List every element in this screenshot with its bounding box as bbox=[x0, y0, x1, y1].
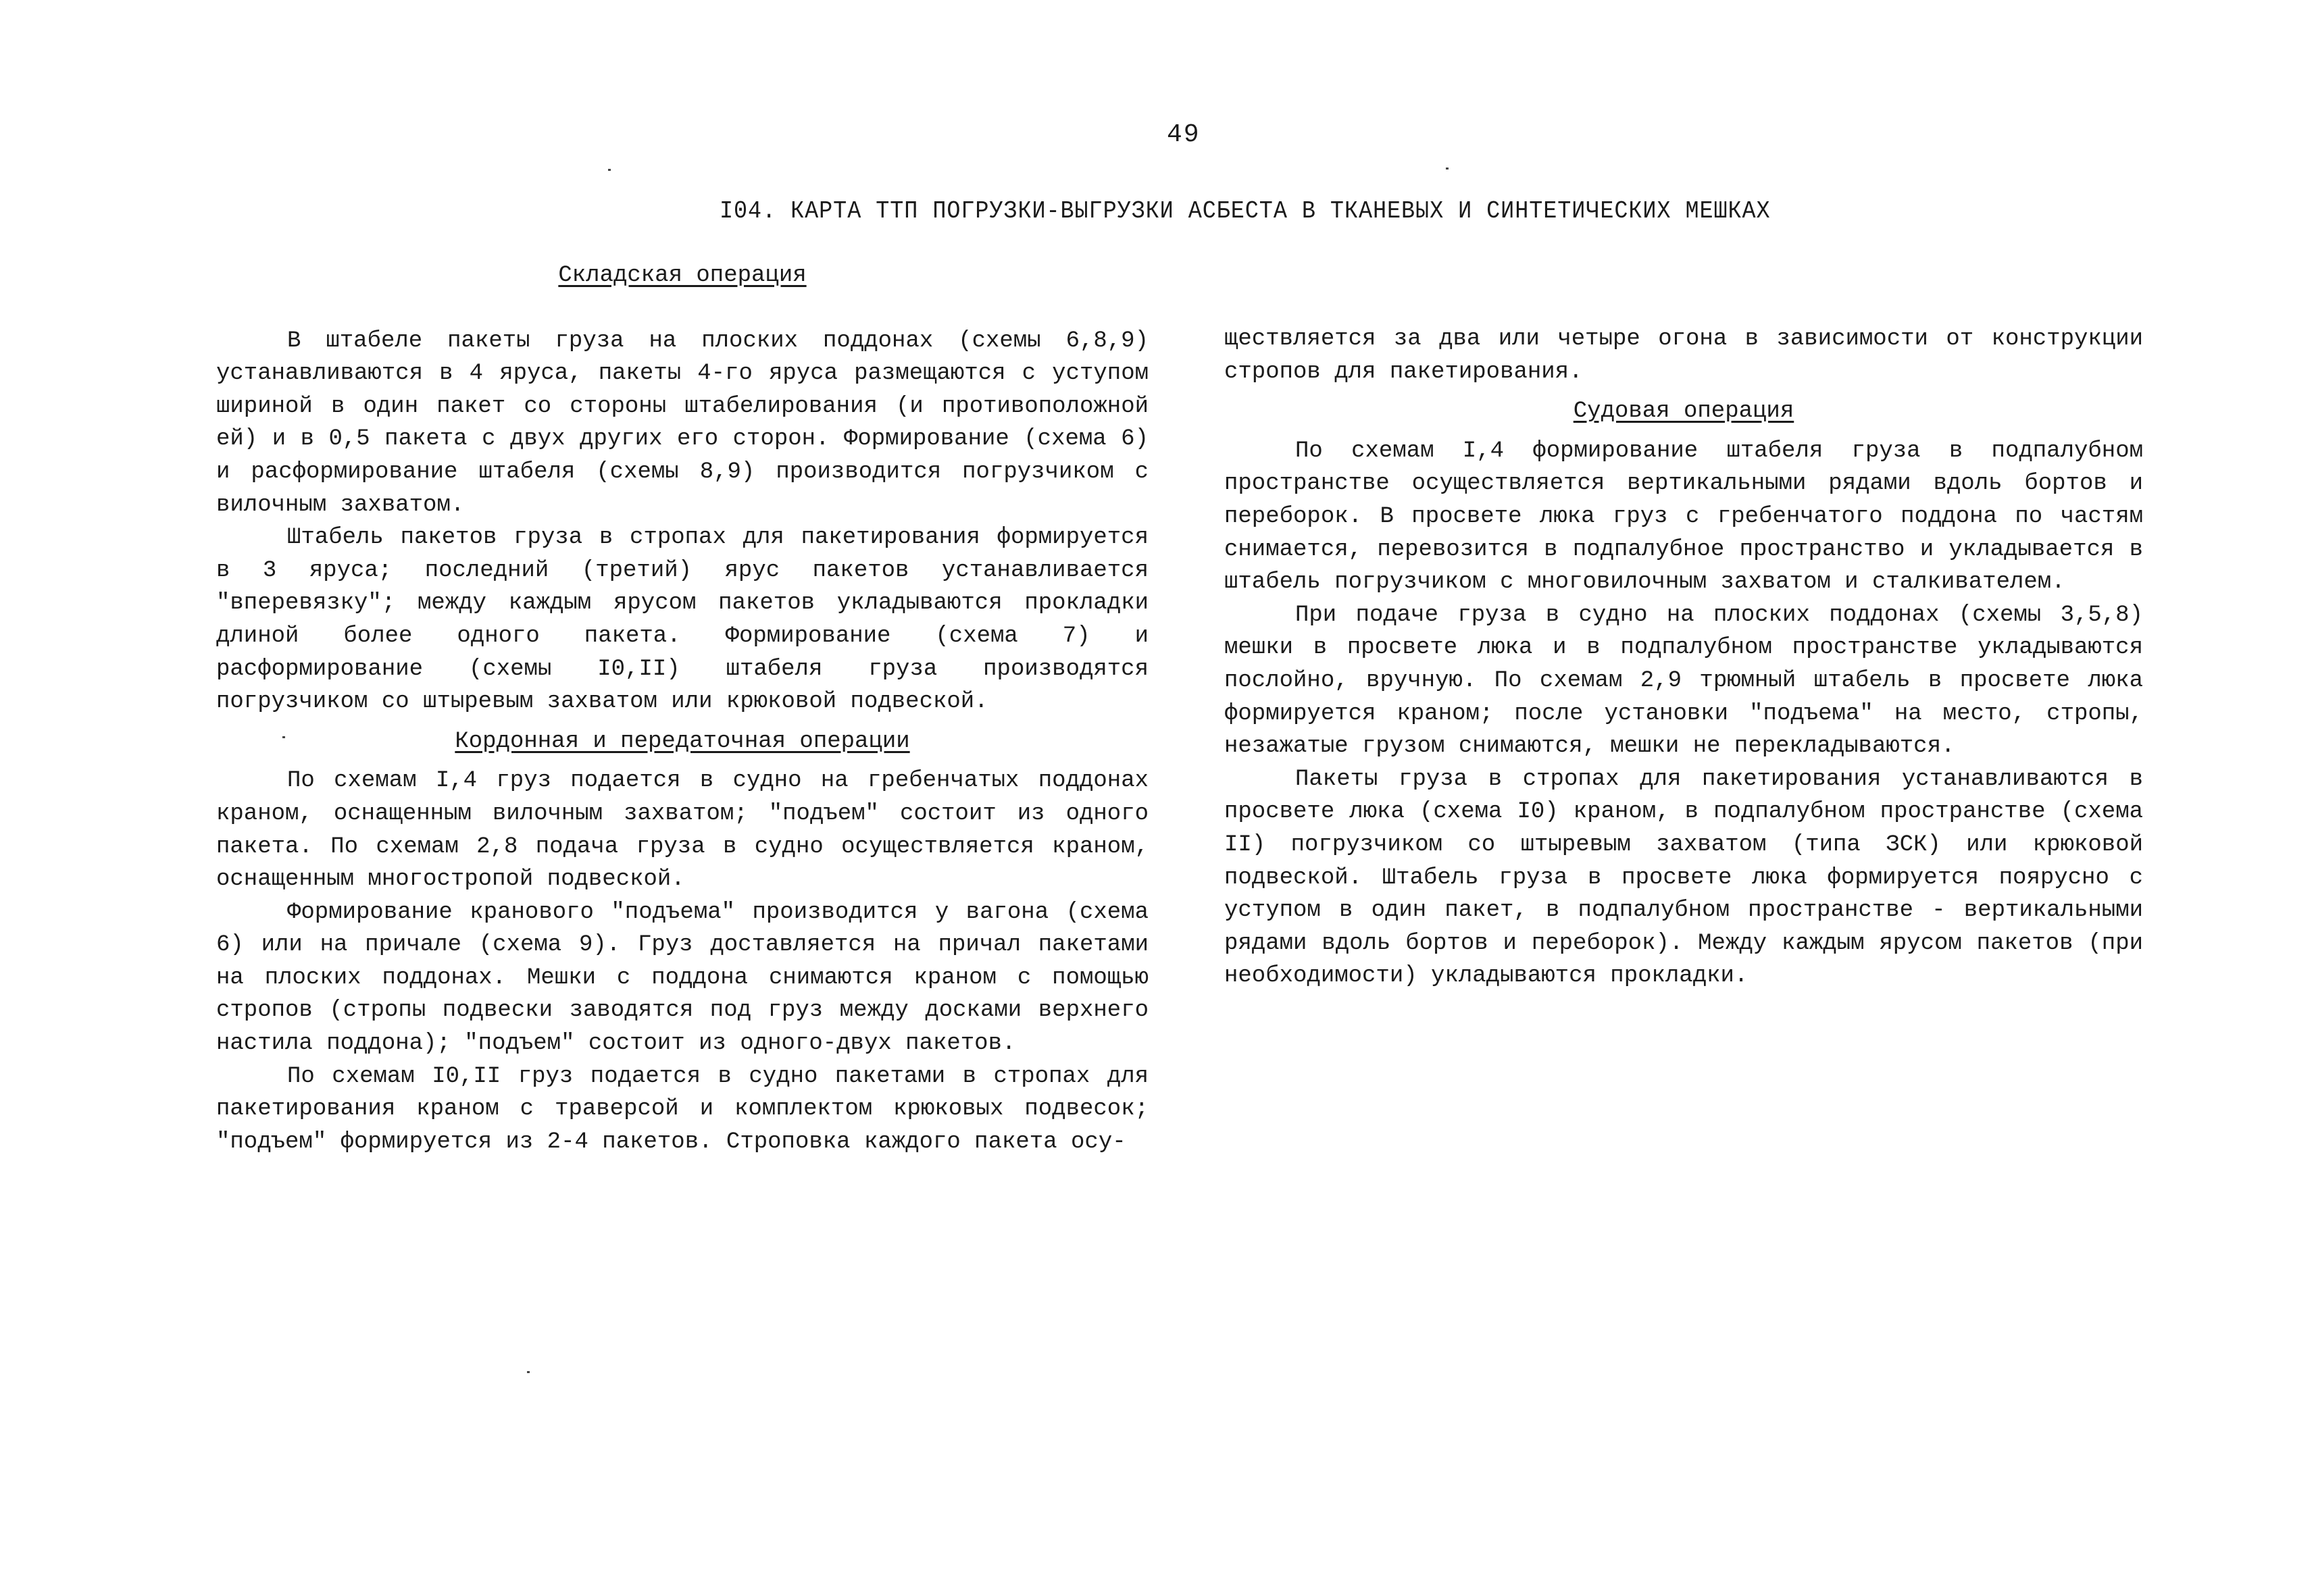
ship-paragraph-3: Пакеты груза в стропах для пакетирования устанавливаются в просвете люка (схема I0) краном, в подпалубном пространстве (схема II) погрузчиком со штыревым захватом (типа ЗСК) или крюковой подвеской. Штабель груза в просвете люка формируется поярусно с уступом в один пакет, в подпалубном пространстве - вертикальными рядами вдоль бортов и переборок). Между каждым ярусом пакетов (при необходимости) укладываются прокладки. bbox=[1224, 766, 2143, 989]
left-column bbox=[216, 259, 1149, 1158]
scan-speck bbox=[527, 1371, 530, 1373]
ship-operation-heading: Судовая операция bbox=[1573, 398, 1794, 425]
cordon-paragraph-3: По схемам I0,II груз подается в судно пакетами в стропах для пакетирования краном с траверсой и комплектом крюковых подвесок; "подъем" формируется из 2-4 пакетов. Строповка каждого пакета осу- bbox=[216, 1063, 1149, 1155]
right-column bbox=[1224, 323, 2143, 993]
warehouse-paragraph-2: Штабель пакетов груза в стропах для пакетирования формируется в 3 яруса; последний (третий) ярус пакетов устанавливается "вперевязку"; между каждым ярусом пакетов укладываются прокладки длиной более одного пакета. Формирование (схема 7) и расформирование (схемы I0,II) штабеля груза производятся погрузчиком со штыревым захватом или крюковой подвеской. bbox=[216, 525, 1149, 715]
cordon-paragraph-3-continued: ществляется за два или четыре огона в зависимости от конструкции стропов для пакетирования. bbox=[1224, 326, 2143, 385]
page-number: 49 bbox=[1167, 120, 1201, 149]
scan-speck bbox=[1446, 168, 1449, 170]
cordon-operation-heading: Кордонная и передаточная операции bbox=[455, 728, 910, 754]
warehouse-paragraph-1: В штабеле пакеты груза на плоских поддонах (схемы 6,8,9) устанавливаются в 4 яруса, пакеты 4-го яруса размещаются с уступом шириной в один пакет со стороны штабелирования (и противоположной ей) и в 0,5 пакета с двух других его сторон. Формирование (схема 6) и расформирование штабеля (схемы 8,9) производится погрузчиком с вилочным захватом. bbox=[216, 328, 1149, 518]
document-title: I04. КАРТА ТТП ПОГРУЗКИ-ВЫГРУЗКИ АСБЕСТА В ТКАНЕВЫХ И СИНТЕТИЧЕСКИХ МЕШКАХ bbox=[720, 197, 1771, 225]
scan-speck bbox=[282, 736, 285, 738]
warehouse-operation-heading: Складская операция bbox=[558, 263, 807, 288]
cordon-paragraph-1: По схемам I,4 груз подается в судно на гребенчатых поддонах краном, оснащенным вилочным захватом; "подъем" состоит из одного пакета. По схемам 2,8 подача груза в судно осуществляется краном, оснащенным многостропой подвеской. bbox=[216, 768, 1149, 893]
cordon-paragraph-2: Формирование кранового "подъема" производится у вагона (схема 6) или на причале (схема 9). Груз доставляется на причал пакетами на плоских поддонах. Мешки с поддона снимаются краном с помощью стропов (стропы подвески заводятся под груз между досками верхнего настила поддона); "подъем" состоит из одного-двух пакетов. bbox=[216, 899, 1149, 1057]
ship-paragraph-1: По схемам I,4 формирование штабеля груза в подпалубном пространстве осуществляется вертикальными рядами вдоль бортов и переборок. В просвете люка груз с гребенчатого поддона по частям снимается, перевозится в подпалубное пространство и укладывается в штабель погрузчиком с многовилочным захватом и сталкивателем. bbox=[1224, 438, 2143, 596]
scan-speck bbox=[608, 169, 611, 171]
ship-paragraph-2: При подаче груза в судно на плоских поддонах (схемы 3,5,8) мешки в просвете люка и в подпалубном пространстве укладываются послойно, вручную. По схемам 2,9 трюмный штабель в просвете люка формируется краном; после установки "подъема" на место, стропы, незажатые грузом снимаются, мешки не перекладываются. bbox=[1224, 602, 2143, 760]
